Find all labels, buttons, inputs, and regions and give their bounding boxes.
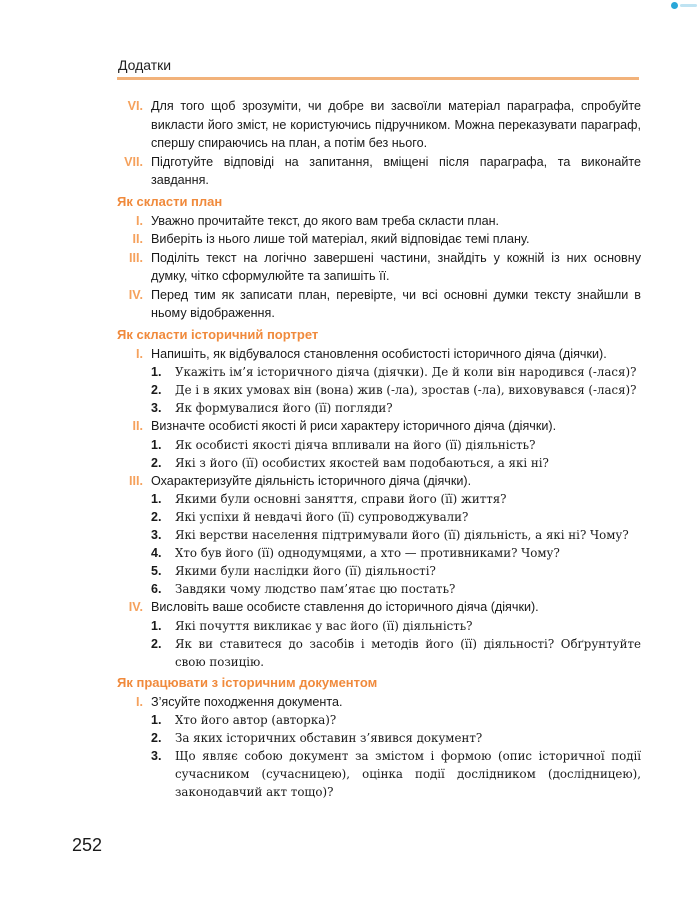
roman-numeral: II.: [132, 232, 143, 246]
question-text: Завдяки чому людство пам’ятає цю постать?: [175, 582, 456, 596]
intro-list: [117, 97, 641, 190]
question-item: [117, 490, 641, 508]
question-item: [117, 399, 641, 417]
question-text: Як формувалися його (її) погляди?: [175, 401, 393, 415]
question-number: 3.: [151, 749, 162, 763]
question-text: Які верстви населення підтримували його (її) діяльність, а які ні? Чому?: [175, 528, 629, 542]
section-heading: Як скласти план: [117, 193, 223, 209]
item-text: Для того щоб зрозуміти, чи добре ви засвоїли матеріал параграфа, спробуйте викласти його зміст, не користуючись підручником. Можна переказувати параграф, спершу спираючись на план, а потім без нього.: [151, 99, 641, 150]
list-item: [117, 345, 641, 364]
roman-numeral: IV.: [128, 287, 143, 302]
roman-numeral: II.: [132, 419, 143, 433]
question-item: [117, 544, 641, 562]
question-text: Що являє собою документ за змістом і формою (опис історичної події сучасником (сучасницею), оцінка події дослідником (дослідницею), законодавчий акт тощо)?: [175, 749, 641, 799]
roman-numeral: I.: [136, 213, 143, 228]
question-number: 2.: [151, 455, 162, 470]
question-number: 2.: [151, 636, 162, 651]
item-text: Поділіть текст на логічно завершені частини, знайдіть у кожній із них основну думку, чітко сформулюйте та запишіть її.: [151, 250, 641, 283]
list-item: [117, 693, 641, 712]
list-item: [117, 472, 641, 491]
roman-numeral: III.: [129, 473, 143, 488]
item-text: Напишіть, як відбувалося становлення особистості історичного діяча (діячки).: [151, 346, 607, 361]
question-item: [117, 436, 641, 454]
question-item: [117, 526, 641, 544]
item-text: Висловіть ваше особисте ставлення до історичного діяча (діячки).: [151, 600, 539, 614]
question-item: [117, 635, 641, 671]
question-number: 2.: [151, 510, 162, 524]
publisher-logo: [670, 1, 698, 10]
roman-numeral: VI.: [127, 99, 143, 113]
roman-numeral: IV.: [128, 600, 143, 614]
running-header: Додатки: [118, 57, 172, 73]
question-item: [117, 381, 641, 399]
question-number: 1.: [151, 618, 162, 633]
question-text: Які успіхи й невдачі його (її) супроводжували?: [175, 510, 469, 524]
list-item: [117, 598, 641, 617]
question-item: [117, 454, 641, 472]
sections-container: [117, 193, 641, 802]
item-text: З’ясуйте походження документа.: [151, 694, 343, 709]
roman-numeral: VII.: [124, 154, 143, 169]
question-item: [117, 711, 641, 729]
question-number: 5.: [151, 564, 162, 578]
question-number: 6.: [151, 582, 162, 596]
item-text: Уважно прочитайте текст, до якого вам треба скласти план.: [151, 213, 500, 228]
question-number: 3.: [151, 528, 162, 542]
question-text: Хто був його (її) однодумцями, а хто — противниками? Чому?: [175, 546, 560, 560]
question-text: Як ви ставитеся до засобів і методів його (її) діяльності? Обґрунтуйте свою позицію.: [175, 636, 641, 669]
question-item: [117, 617, 641, 635]
list-item: [117, 153, 641, 190]
question-text: Які з його (її) особистих якостей вам подобаються, а які ні?: [175, 455, 549, 470]
question-item: [117, 729, 641, 747]
question-text: За яких історичних обставин з’явився документ?: [175, 731, 483, 745]
item-text: Перед тим як записати план, перевірте, чи всі основні думки тексту знайшли в ньому відображення.: [151, 287, 641, 320]
question-text: Укажіть ім’я історичного діяча (діячки). Де й коли він народився (-лася)?: [175, 365, 637, 379]
header-divider: [117, 77, 639, 80]
question-number: 1.: [151, 437, 162, 452]
roman-numeral: I.: [136, 346, 143, 361]
question-number: 2.: [151, 731, 162, 745]
roman-numeral: I.: [136, 694, 143, 709]
question-number: 3.: [151, 401, 162, 415]
roman-numeral: III.: [129, 250, 143, 265]
page-content: [117, 97, 641, 801]
list-item: [117, 230, 641, 249]
item-text: Підготуйте відповіді на запитання, вміщені після параграфа, та виконайте завдання.: [151, 154, 641, 187]
item-text: Визначте особисті якості й риси характеру історичного діяча (діячки).: [151, 419, 557, 433]
question-number: 1.: [151, 713, 162, 727]
question-text: Де і в яких умовах він (вона) жив (-ла), зростав (-ла), виховувався (-лася)?: [175, 383, 637, 397]
question-number: 1.: [151, 492, 162, 506]
question-text: Як особисті якості діяча впливали на його (її) діяльність?: [175, 437, 536, 452]
question-number: 4.: [151, 546, 162, 560]
question-item: [117, 363, 641, 381]
question-number: 2.: [151, 383, 162, 397]
question-item: [117, 580, 641, 598]
section-heading: Як скласти історичний портрет: [117, 326, 319, 342]
section-heading: Як працювати з історичним документом: [117, 674, 378, 690]
list-item: [117, 212, 641, 231]
item-text: Охарактеризуйте діяльність історичного діяча (діячки).: [151, 473, 472, 488]
question-number: 1.: [151, 365, 162, 379]
question-text: Хто його автор (авторка)?: [175, 713, 337, 727]
list-item: [117, 286, 641, 323]
page-number: 252: [72, 835, 103, 855]
question-item: [117, 508, 641, 526]
list-item: [117, 249, 641, 286]
list-item: [117, 97, 641, 153]
item-text: Виберіть із нього лише той матеріал, який відповідає темі плану.: [151, 232, 530, 246]
question-text: Які почуття викликає у вас його (її) діяльність?: [175, 618, 473, 633]
question-text: Якими були наслідки його (її) діяльності?: [175, 564, 436, 578]
list-item: [117, 417, 641, 436]
question-text: Якими були основні заняття, справи його (її) життя?: [175, 492, 507, 506]
question-item: [117, 562, 641, 580]
question-item: [117, 747, 641, 801]
